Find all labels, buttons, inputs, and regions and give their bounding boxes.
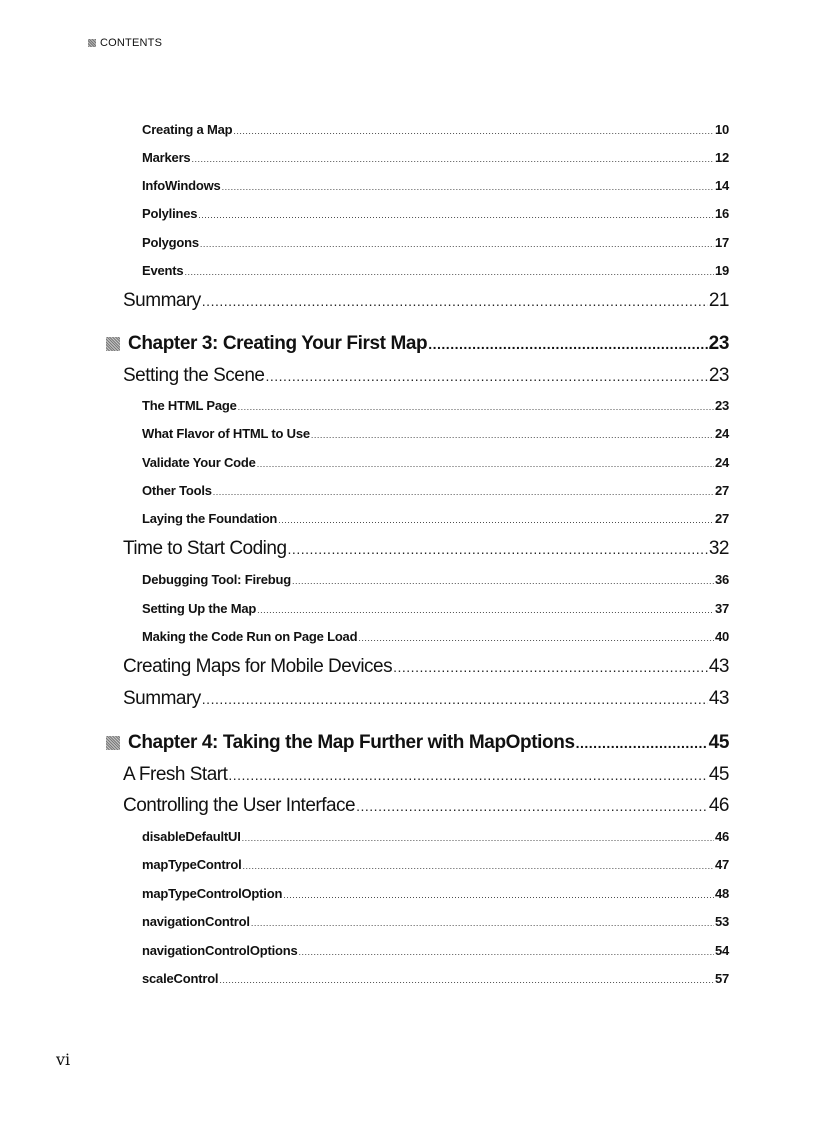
toc-entry[interactable] <box>142 178 729 193</box>
toc-entry-title: Validate Your Code <box>142 455 256 470</box>
toc-entry-page: 40 <box>714 629 729 644</box>
toc-section-title: Summary <box>123 688 201 709</box>
toc-entry-page: 14 <box>714 178 729 193</box>
toc-entry[interactable] <box>142 601 729 616</box>
toc-entry-title: navigationControl <box>142 914 250 929</box>
dot-leader <box>288 541 708 557</box>
dot-leader <box>200 239 714 249</box>
toc-section-title: Time to Start Coding <box>123 538 287 559</box>
toc-entry-title: mapTypeControlOption <box>142 886 283 901</box>
toc-entry-page: 54 <box>714 943 729 958</box>
toc-entry[interactable] <box>142 829 729 844</box>
toc-entry-title: What Flavor of HTML to Use <box>142 426 310 441</box>
toc-section-title: Controlling the User Interface <box>123 795 356 816</box>
toc-entry-page: 48 <box>714 886 729 901</box>
toc-chapter-title: Chapter 4: Taking the Map Further with MapOptions <box>128 732 575 753</box>
toc-entry[interactable] <box>142 572 729 587</box>
toc-section-page: 43 <box>708 688 729 709</box>
toc-section-page: 46 <box>708 795 729 816</box>
toc-entry[interactable] <box>142 629 729 644</box>
toc-entry[interactable] <box>142 398 729 413</box>
toc-entry-page: 57 <box>714 971 729 986</box>
toc-section[interactable] <box>123 688 729 710</box>
toc-chapter[interactable] <box>106 333 729 355</box>
dot-leader <box>219 975 714 985</box>
toc-entry[interactable] <box>142 914 729 929</box>
dot-leader <box>358 633 714 643</box>
toc-entry[interactable] <box>142 235 729 250</box>
dot-leader <box>191 154 713 164</box>
toc-entry-title: Setting Up the Map <box>142 601 257 616</box>
dot-leader <box>576 735 708 751</box>
dot-leader <box>202 691 708 707</box>
dot-leader <box>184 267 714 277</box>
dot-leader <box>278 515 714 525</box>
toc-entry-page: 53 <box>714 914 729 929</box>
toc-entry-title: disableDefaultUI <box>142 829 241 844</box>
toc-section-page: 43 <box>708 656 729 677</box>
toc-entry-title: Making the Code Run on Page Load <box>142 629 358 644</box>
toc-chapter[interactable] <box>106 732 729 754</box>
toc-entry-page: 37 <box>714 601 729 616</box>
toc-entry-title: Other Tools <box>142 483 212 498</box>
toc-section-title: A Fresh Start <box>123 764 228 785</box>
toc-section-page: 45 <box>708 764 729 785</box>
dot-leader <box>202 293 708 309</box>
toc-entry[interactable] <box>142 455 729 470</box>
dot-leader <box>233 126 714 136</box>
toc-entry-page: 10 <box>714 122 729 137</box>
toc-entry-page: 23 <box>714 398 729 413</box>
toc-entry-title: Events <box>142 263 184 278</box>
toc-entry-page: 19 <box>714 263 729 278</box>
dot-leader <box>251 918 714 928</box>
toc-section-page: 23 <box>708 365 729 386</box>
toc-entry-title: Creating a Map <box>142 122 233 137</box>
toc-section[interactable] <box>123 538 729 560</box>
dot-leader <box>228 767 707 783</box>
chapter-square-icon <box>106 736 120 750</box>
toc-entry-page: 17 <box>714 235 729 250</box>
toc-section[interactable] <box>123 764 729 786</box>
toc-entry-page: 46 <box>714 829 729 844</box>
dot-leader <box>222 182 714 192</box>
dot-leader <box>213 487 714 497</box>
dot-leader <box>428 336 707 352</box>
toc-entry[interactable] <box>142 206 729 221</box>
toc-entry-page: 24 <box>714 455 729 470</box>
toc-entry-title: Polygons <box>142 235 199 250</box>
toc-entry-title: InfoWindows <box>142 178 221 193</box>
toc-chapter-page: 45 <box>708 732 729 753</box>
toc-entry[interactable] <box>142 857 729 872</box>
dot-leader <box>393 659 708 675</box>
toc-entry[interactable] <box>142 122 729 137</box>
dot-leader <box>238 402 714 412</box>
toc-entry-title: scaleControl <box>142 971 219 986</box>
toc-chapter-title: Chapter 3: Creating Your First Map <box>128 333 428 354</box>
dot-leader <box>243 861 714 871</box>
toc-entry-page: 16 <box>714 206 729 221</box>
toc-entry[interactable] <box>142 886 729 901</box>
toc-section-title: Summary <box>123 290 201 311</box>
dot-leader <box>257 459 714 469</box>
toc-section-title: Creating Maps for Mobile Devices <box>123 656 393 677</box>
toc-entry-title: Laying the Foundation <box>142 511 278 526</box>
page-number: vi <box>56 1050 71 1069</box>
toc-entry[interactable] <box>142 943 729 958</box>
running-header-label: CONTENTS <box>100 37 163 49</box>
dot-leader <box>311 430 714 440</box>
toc-section-page: 32 <box>708 538 729 559</box>
toc-section[interactable] <box>123 795 729 817</box>
toc-entry-page: 27 <box>714 483 729 498</box>
dot-leader <box>266 368 708 384</box>
toc-entry[interactable] <box>142 971 729 986</box>
dot-leader <box>356 798 708 814</box>
toc-entry-page: 47 <box>714 857 729 872</box>
dot-leader <box>292 576 714 586</box>
toc-entry[interactable] <box>142 426 729 441</box>
toc-entry[interactable] <box>142 150 729 165</box>
toc-entry[interactable] <box>142 263 729 278</box>
dot-leader <box>257 605 714 615</box>
toc-entry-title: The HTML Page <box>142 398 237 413</box>
toc-entry[interactable] <box>142 511 729 526</box>
toc-chapter-page: 23 <box>708 333 729 354</box>
toc-entry-title: Polylines <box>142 206 198 221</box>
toc-entry-page: 24 <box>714 426 729 441</box>
toc-entry-title: navigationControlOptions <box>142 943 298 958</box>
toc-section-title: Setting the Scene <box>123 365 265 386</box>
toc-entry-page: 12 <box>714 150 729 165</box>
dot-leader <box>242 833 714 843</box>
toc-entry-title: Markers <box>142 150 191 165</box>
toc-entry-page: 27 <box>714 511 729 526</box>
dot-leader <box>299 947 714 957</box>
dot-leader <box>283 890 714 900</box>
toc-section-page: 21 <box>708 290 729 311</box>
toc-entry-page: 36 <box>714 572 729 587</box>
toc-section[interactable] <box>123 656 729 678</box>
toc-section[interactable] <box>123 290 729 312</box>
toc-entry-title: mapTypeControl <box>142 857 242 872</box>
chapter-square-icon <box>106 337 120 351</box>
toc-section[interactable] <box>123 365 729 387</box>
toc-entry[interactable] <box>142 483 729 498</box>
toc-entry-title: Debugging Tool: Firebug <box>142 572 291 587</box>
dot-leader <box>198 210 714 220</box>
